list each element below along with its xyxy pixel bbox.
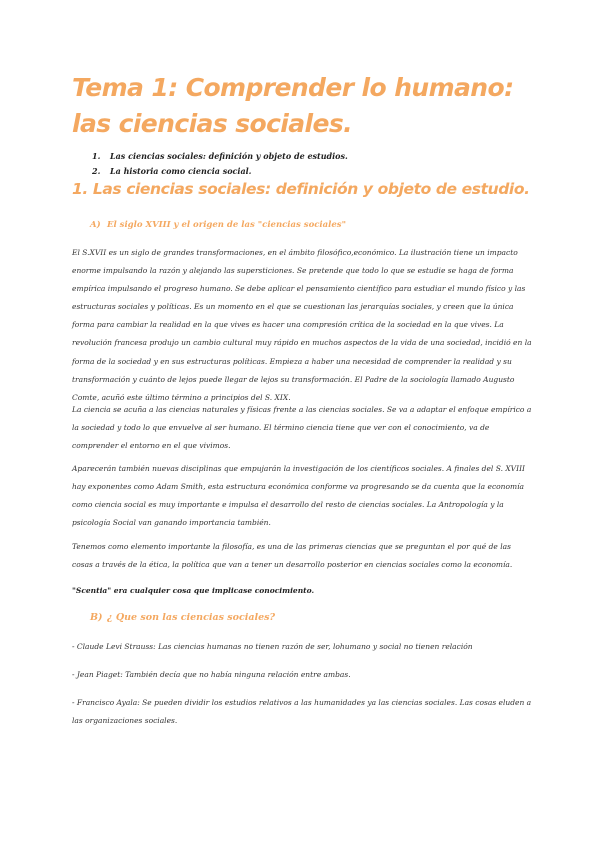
toc-item <box>92 149 348 164</box>
quote-ayala: - Francisco Ayala: Se pueden dividir los estudios relativos a las humanidades ya las ciencias sociales. Las cosas eluden a las organizaciones sociales. <box>72 698 532 726</box>
toc-number: 2. <box>92 166 101 176</box>
toc-number: 1. <box>92 151 101 161</box>
toc-label: La historia como ciencia social. <box>110 166 252 176</box>
quote-piaget: - Jean Piaget: También decía que no había ninguna relación entre ambas. <box>72 670 351 679</box>
paragraph-3: Aparecerán también nuevas disciplinas que empujarán la investigación de los científicos sociales. A finales del S. XVIII hay exponentes como Adam Smith, esta estructura económica conforme va progresando se da cuenta que la economía como ciencia social es muy importante e impulsa el desarrollo del resto de ciencias sociales. La Antropología y la psicología Social van ganando importancia también. <box>72 464 525 528</box>
toc-label: Las ciencias sociales: definición y objeto de estudios. <box>110 151 348 161</box>
scientia-definition: "Scentia" era cualquier cosa que implicase conocimiento. <box>72 586 315 595</box>
subsection-a-heading <box>90 218 346 232</box>
paragraph-2: La ciencia se acuña a las ciencias naturales y físicas frente a las ciencias sociales. Se va a adaptar el enfoque empírico a la sociedad y todo lo que envuelve al ser humano. El término ciencia tiene que ver con el conocimiento, va de comprender el entorno en el que vivimos. <box>72 405 532 451</box>
table-of-contents <box>92 149 348 179</box>
page-title: Tema 1: Comprender lo humano: las ciencias sociales. <box>72 73 514 138</box>
subsection-a-label: A) <box>90 220 101 230</box>
paragraph-4: Tenemos como elemento importante la filosofía, es una de las primeras ciencias que se preguntan el por qué de las cosas a través de la ética, la política que van a tener un desarrollo posterior en ciencias sociales como la economía. <box>72 542 513 570</box>
paragraph-1: El S.XVII es un siglo de grandes transformaciones, en el ámbito filosófico,económico. La ilustración tiene un impacto enorme impulsando la razón y alejando las supersticiones. Se pretende que todo lo que se estudie se haga de forma empírica impulsando el progreso humano. Se debe aplicar el pensamiento científico para estudiar el mundo físico y las estructuras sociales y políticas. Es un momento en el que se cuestionan las jerarquías sociales, y creen que la única forma para cambiar la realidad en la que vives es hacer una compresión crítica de la sociedad en la que vives. La revolución francesa produjo un cambio cultural muy rápido en muchos aspectos de la vida de una sociedad, incidió en la forma de la sociedad y en sus estructuras políticas. Empieza a haber una necesidad de comprender la realidad y su transformación y cuánto de lejos puede llegar de lejos su transformación. El Padre de la sociología llamado Augusto Comte, acuñó este último término a principios del S. XIX. <box>72 248 532 402</box>
subsection-b-label: B) <box>90 612 103 623</box>
quote-levi-strauss: - Claude Levi Strauss: Las ciencias humanas no tienen razón de ser, lohumano y social no tienen relación <box>72 642 473 651</box>
toc-item <box>92 164 348 179</box>
section-1-heading: 1. Las ciencias sociales: definición y objeto de estudio. <box>72 180 530 198</box>
subsection-a-text: El siglo XVIII y el origen de las "ciencias sociales" <box>107 220 347 230</box>
subsection-b-heading <box>90 611 275 625</box>
subsection-b-text: ¿ Que son las ciencias sociales? <box>107 612 276 623</box>
